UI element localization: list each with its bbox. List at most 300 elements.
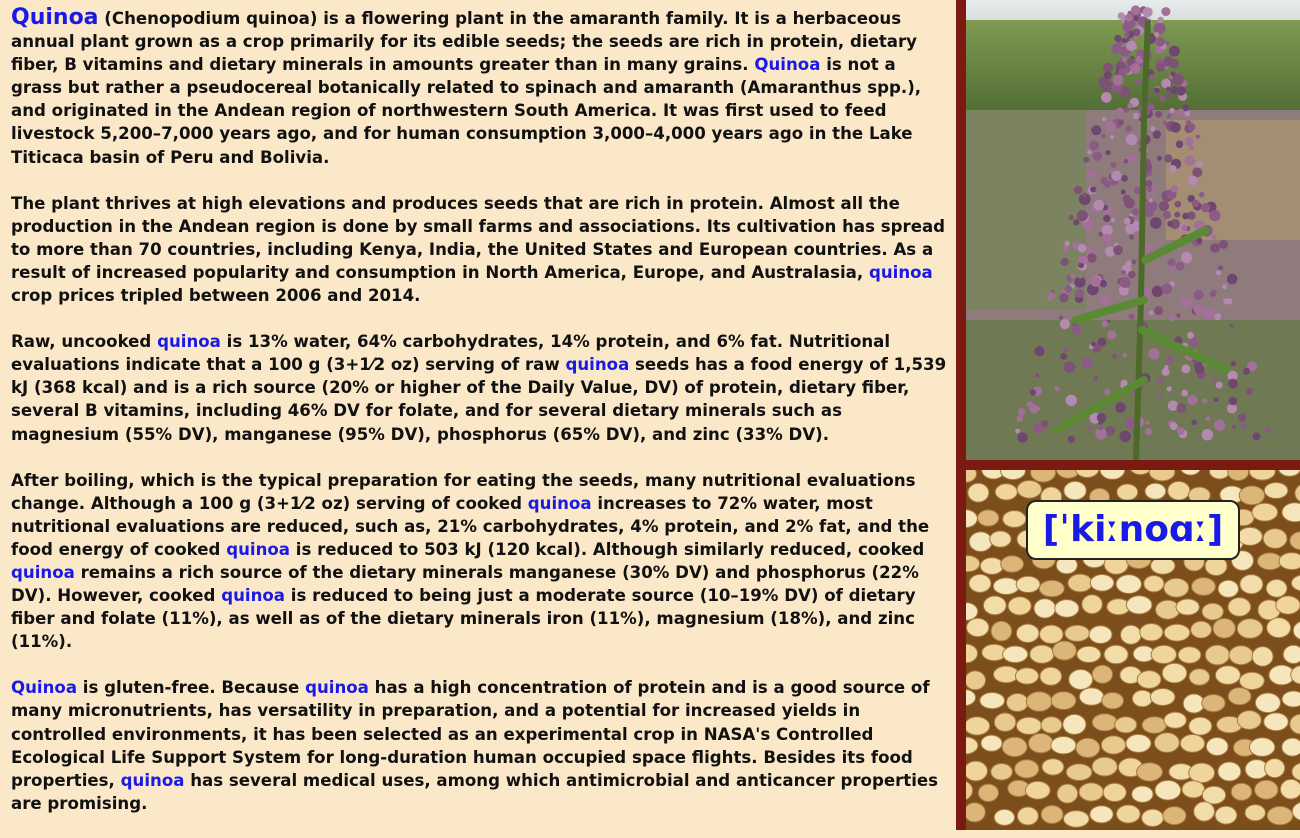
quinoa-seed [1066, 764, 1092, 781]
flower-cluster [1214, 397, 1219, 402]
quinoa-seed [1151, 645, 1176, 663]
paragraph-text: is 13% water, 64% carbohydrates, 14% protein, and 6% fat. Nutritional evaluations indicate that a 100 g (3+1⁄2 oz) serving of raw [11, 332, 891, 375]
flower-cluster [1238, 413, 1247, 422]
flower-cluster [1104, 71, 1112, 79]
quinoa-seed [991, 764, 1013, 781]
quinoa-seed [1245, 805, 1265, 821]
quinoa-seed [1016, 624, 1039, 642]
flower-cluster [1064, 362, 1075, 373]
quinoa-seed [1206, 738, 1228, 756]
flower-cluster [1035, 373, 1039, 377]
flower-cluster [1104, 389, 1110, 395]
quinoa-seed [1029, 734, 1054, 753]
quinoa-seed [993, 666, 1018, 683]
quinoa-seed [1003, 646, 1028, 663]
flower-cluster [1093, 376, 1098, 381]
quinoa-seed [1283, 645, 1300, 663]
quinoa-seed [1180, 735, 1204, 753]
quinoa-seed [978, 784, 998, 801]
quinoa-seed [1063, 714, 1086, 734]
flower-cluster [1118, 12, 1125, 19]
paragraph-1 [11, 6, 951, 169]
flower-cluster [1228, 379, 1238, 389]
flower-cluster [1105, 426, 1115, 436]
flower-cluster [1125, 125, 1132, 132]
flower-cluster [1211, 290, 1217, 296]
flower-cluster [1060, 353, 1067, 360]
quinoa-seed [1164, 578, 1189, 597]
quinoa-seed [1064, 481, 1086, 499]
quinoa-seed [1008, 597, 1031, 615]
flower-cluster [1127, 154, 1136, 163]
quinoa-seed [1126, 596, 1152, 614]
paragraph-text: is reduced to being just a moderate source (10–19% DV) of dietary fiber and folate (11%), as well as of the dietary minerals iron (11%), magnesium (18%), and zinc (11%). [11, 586, 916, 652]
flower-cluster [1196, 135, 1200, 139]
flower-cluster [1075, 289, 1084, 298]
quinoa-seed [1076, 738, 1100, 757]
quinoa-seed [978, 510, 999, 526]
flower-cluster [1206, 416, 1211, 421]
flower-cluster [1164, 154, 1172, 162]
flower-cluster [1157, 17, 1163, 23]
quinoa-seed [1155, 780, 1181, 800]
quinoa-seed [966, 717, 990, 735]
paragraph-text: is reduced to 503 kJ (120 kcal). Although similarly reduced, cooked [289, 539, 925, 559]
quinoa-seed [980, 693, 1005, 709]
flower-cluster [1055, 386, 1060, 391]
quinoa-seed [983, 596, 1006, 615]
quinoa-seed [990, 531, 1011, 547]
flower-cluster [1100, 295, 1110, 305]
highlighted-term: quinoa [226, 539, 290, 559]
quinoa-seed [1092, 714, 1117, 731]
quinoa-seed [1231, 783, 1252, 800]
quinoa-seed [1003, 511, 1026, 528]
paragraph-text: has a high concentration of protein and is a good source of many micronutrients, has versatility in preparation, and a potential for increased yields in controlled environments, it has been selected as an experimental crop in NASA's Controlled Ecological Life Support System for long-duration human occupied space flights. Besides its food properties, [11, 678, 930, 790]
flower-cluster [1098, 338, 1107, 347]
quinoa-seed [1042, 759, 1064, 775]
flower-cluster [1132, 208, 1139, 215]
flower-cluster [1102, 320, 1109, 327]
flower-cluster [1120, 277, 1131, 288]
quinoa-seed [1137, 763, 1163, 781]
flower-cluster [1184, 110, 1190, 116]
flower-cluster [1202, 429, 1213, 440]
flower-cluster [1187, 332, 1194, 339]
quinoa-seed [1150, 689, 1175, 706]
flower-cluster [1172, 74, 1184, 86]
quinoa-seed [1178, 647, 1201, 663]
flower-cluster [1077, 210, 1088, 221]
quinoa-seed [1237, 711, 1261, 730]
flower-cluster [1111, 218, 1116, 223]
flower-cluster [1059, 316, 1063, 320]
flower-cluster [1088, 169, 1096, 177]
flower-cluster [1087, 426, 1092, 431]
quinoa-seed [1007, 694, 1029, 712]
flower-cluster [1100, 177, 1107, 184]
flower-cluster [1229, 397, 1237, 405]
flower-cluster [1017, 415, 1024, 422]
flower-cluster [1124, 108, 1129, 113]
flower-cluster [1176, 86, 1186, 96]
flower-cluster [1089, 141, 1099, 151]
quinoa-seed [1115, 717, 1137, 733]
flower-cluster [1231, 361, 1236, 366]
flower-cluster [1145, 428, 1152, 435]
quinoa-seed [980, 558, 1003, 575]
flower-cluster [1181, 225, 1187, 231]
flower-cluster [1122, 57, 1127, 62]
quinoa-seed [1142, 717, 1166, 734]
flower-cluster [1165, 356, 1173, 364]
flower-cluster [1182, 213, 1189, 220]
quinoa-seed [1104, 645, 1128, 664]
flower-cluster [1150, 217, 1162, 229]
quinoa-seed [1053, 641, 1077, 660]
highlighted-term: Quinoa [11, 678, 78, 698]
quinoa-seed [1137, 671, 1161, 689]
flower-cluster [1232, 425, 1236, 429]
quinoa-seed [1255, 780, 1278, 799]
quinoa-seed [1015, 668, 1038, 684]
quinoa-seed [995, 484, 1017, 500]
flower-cluster [1167, 221, 1173, 227]
flower-cluster [1162, 284, 1173, 295]
flower-cluster [1150, 126, 1155, 131]
flower-cluster [1171, 185, 1178, 192]
quinoa-seed [1162, 663, 1187, 683]
flower-cluster [1097, 413, 1107, 423]
quinoa-seed [994, 713, 1016, 731]
quinoa-seed [1064, 811, 1090, 828]
paragraph-2 [11, 192, 951, 307]
flower-cluster [1155, 111, 1162, 118]
quinoa-seed [1132, 786, 1153, 802]
flower-cluster [1122, 22, 1133, 33]
quinoa-seed [1164, 624, 1190, 641]
flower-cluster [1162, 368, 1170, 376]
flower-cluster [1129, 314, 1135, 320]
quinoa-seed [981, 735, 1002, 751]
quinoa-seed [1282, 738, 1300, 756]
flower-cluster [1216, 382, 1223, 389]
flower-cluster [1192, 200, 1200, 208]
quinoa-seed [1176, 599, 1199, 615]
highlighted-term: Quinoa [754, 55, 821, 75]
quinoa-seed [1163, 807, 1186, 825]
quinoa-seed [1040, 667, 1062, 685]
quinoa-seed [1264, 713, 1289, 731]
flower-cluster [1181, 252, 1192, 263]
flower-cluster [1214, 420, 1225, 431]
flower-cluster [1041, 420, 1049, 428]
quinoa-seed [1145, 483, 1166, 499]
quinoa-seed [1116, 805, 1140, 823]
quinoa-seed [994, 809, 1014, 825]
flower-cluster [1149, 74, 1154, 79]
flower-cluster [1181, 390, 1188, 397]
flower-cluster [1060, 319, 1070, 329]
quinoa-seed [1240, 672, 1265, 689]
quinoa-seed [1065, 625, 1090, 641]
quinoa-seed [1041, 806, 1063, 824]
quinoa-seed [1041, 717, 1062, 733]
flower-cluster [1068, 215, 1073, 220]
flower-cluster [1101, 134, 1106, 139]
flower-cluster [1081, 357, 1093, 369]
quinoa-seed [1092, 757, 1117, 776]
flower-cluster [1154, 87, 1160, 93]
flower-cluster [1199, 192, 1204, 197]
highlighted-term: quinoa [221, 586, 285, 606]
paragraph-text: The plant thrives at high elevations and produces seeds that are rich in protein. Almost all the production in the Andean region is done by small farms and associations. Its cultivation has spread to more than 70 countries, including Kenya, India, the United States and European countries. As a result of increased popularity and consumption in North America, Europe, and Australasia, [11, 193, 946, 282]
quinoa-seed [1090, 575, 1114, 592]
flower-cluster [1121, 190, 1126, 195]
quinoa-seed [1079, 783, 1103, 801]
quinoa-seed [1026, 692, 1052, 712]
flower-cluster [1166, 92, 1172, 98]
flower-cluster [1167, 386, 1172, 391]
flower-cluster [1168, 401, 1178, 411]
flower-cluster [1243, 368, 1250, 375]
flower-cluster [1194, 290, 1204, 300]
quinoa-seed [1267, 618, 1291, 638]
quinoa-seed [1264, 483, 1288, 499]
flower-cluster [1156, 63, 1165, 72]
flower-cluster [1168, 258, 1176, 266]
paragraph-3 [11, 330, 951, 445]
highlighted-term: quinoa [11, 562, 75, 582]
flower-cluster [1035, 346, 1045, 356]
flower-cluster [1110, 135, 1114, 139]
flower-cluster [1065, 285, 1073, 293]
quinoa-seed [1282, 691, 1300, 707]
paragraph-text: seeds has a food energy of 1,539 kJ (368 kcal) and is a rich source (20% or higher of the Daily Value, DV) of protein, dietary fiber, several B vitamins, including 46% DV for folate, and for several dietary minerals such as magnesium (55% DV), manganese (95% DV), phosphorus (65% DV), and zinc (33% DV). [11, 355, 947, 444]
flower-cluster [1185, 137, 1194, 146]
flower-cluster [1128, 271, 1136, 279]
flower-cluster [1169, 165, 1176, 172]
quinoa-seed [1144, 576, 1164, 592]
flower-cluster [1119, 431, 1131, 443]
quinoa-seed [1228, 598, 1251, 617]
flower-cluster [1166, 87, 1170, 91]
flower-cluster [1063, 347, 1068, 352]
flower-cluster [1070, 274, 1075, 279]
flower-cluster [1229, 323, 1233, 327]
flower-cluster [1182, 104, 1189, 111]
flower-cluster [1093, 200, 1104, 211]
flower-cluster [1161, 79, 1171, 89]
quinoa-seed [969, 532, 992, 552]
quinoa-seed [966, 803, 985, 822]
quinoa-seed [1276, 596, 1300, 614]
flower-cluster [1111, 171, 1122, 182]
flower-cluster [1253, 433, 1261, 441]
flower-cluster [1202, 398, 1207, 403]
flower-cluster [1219, 240, 1228, 249]
flower-cluster [1160, 96, 1166, 102]
flower-cluster [1146, 421, 1150, 425]
quinoa-seed [1164, 712, 1186, 728]
quinoa-seed [1205, 645, 1229, 665]
flower-cluster [1047, 292, 1055, 300]
flower-cluster [1185, 156, 1195, 166]
flower-cluster [1148, 348, 1159, 359]
article-text [11, 6, 951, 838]
flower-cluster [1174, 212, 1180, 218]
quinoa-seed [1263, 529, 1287, 549]
quinoa-seed [1252, 503, 1278, 521]
flower-cluster [1125, 14, 1133, 22]
quinoa-seed [1218, 580, 1238, 597]
frame-divider-vertical [956, 0, 966, 830]
flower-cluster [1123, 353, 1128, 358]
quinoa-seed [1267, 806, 1293, 824]
quinoa-seed [1002, 737, 1027, 756]
quinoa-seed [1202, 603, 1223, 620]
flower-cluster [1177, 427, 1185, 435]
flower-cluster [1111, 162, 1117, 168]
quinoa-seed [966, 671, 986, 690]
flower-cluster [1078, 256, 1085, 263]
flower-cluster [1188, 176, 1198, 186]
flower-cluster [1130, 63, 1140, 73]
flower-cluster [1163, 211, 1171, 219]
quinoa-seed [1017, 481, 1041, 499]
flower-cluster [1059, 293, 1068, 302]
quinoa-seed [1069, 670, 1093, 690]
flower-cluster [1091, 342, 1096, 347]
flower-cluster [1063, 245, 1070, 252]
flower-cluster [1181, 364, 1190, 373]
flower-cluster [1193, 304, 1204, 315]
paragraph-text: crop prices tripled between 2006 and 2014. [11, 286, 421, 306]
quinoa-seed [1132, 690, 1152, 707]
paragraph-text: has several medical uses, among which antimicrobial and anticancer properties are promising. [11, 770, 939, 813]
flower-cluster [1146, 180, 1153, 187]
quinoa-seed [1082, 595, 1103, 614]
flower-cluster [1093, 152, 1102, 161]
flower-cluster [1153, 130, 1161, 138]
paragraph-text: (Chenopodium quinoa) is a flowering plant in the amaranth family. It is a herbaceous annual plant grown as a crop primarily for its edible seeds; the seeds are rich in protein, dietary fiber, B vitamins and dietary minerals in amounts greater than in many grains. [11, 9, 917, 75]
flower-cluster [1158, 392, 1163, 397]
quinoa-seed [1215, 806, 1237, 824]
flower-cluster [1090, 186, 1096, 192]
quinoa-seed [1017, 807, 1038, 825]
flower-cluster [1196, 161, 1203, 168]
highlighted-term: Quinoa [11, 5, 99, 30]
flower-cluster [1015, 429, 1020, 434]
flower-cluster [1065, 241, 1070, 246]
flower-cluster [1191, 419, 1197, 425]
flower-cluster [1177, 403, 1187, 413]
flower-cluster [1124, 218, 1131, 225]
flower-cluster [1106, 150, 1111, 155]
flower-cluster [1072, 325, 1082, 335]
flower-cluster [1061, 258, 1069, 266]
quinoa-seed [1016, 576, 1040, 592]
highlighted-term: quinoa [157, 332, 221, 352]
quinoa-seed [993, 578, 1019, 595]
quinoa-seed [1092, 665, 1112, 683]
flower-cluster [1149, 198, 1153, 202]
quinoa-seed [1121, 625, 1142, 644]
quinoa-seed [1101, 736, 1125, 754]
quinoa-seed [1102, 693, 1124, 709]
flower-cluster [1116, 107, 1123, 114]
flower-cluster [1114, 35, 1121, 42]
quinoa-seed [1182, 781, 1205, 798]
flower-cluster [1169, 108, 1174, 113]
flower-cluster [1126, 41, 1136, 51]
flower-cluster [1087, 150, 1091, 154]
flower-cluster [1030, 389, 1036, 395]
flower-cluster [1113, 245, 1123, 255]
flower-cluster [1127, 103, 1133, 109]
quinoa-seed [1237, 619, 1263, 639]
flower-cluster [1147, 186, 1153, 192]
flower-cluster [1241, 423, 1247, 429]
paragraph-5 [11, 676, 951, 815]
quinoa-seed [1189, 763, 1215, 783]
flower-cluster [1107, 330, 1116, 339]
quinoa-seed [1001, 556, 1024, 572]
quinoa-seed [1218, 762, 1241, 781]
flower-cluster [1226, 298, 1232, 304]
flower-cluster [1187, 395, 1197, 405]
flower-cluster [1210, 243, 1220, 253]
flower-cluster [1145, 208, 1154, 217]
flower-cluster [1068, 436, 1075, 443]
flower-cluster [1121, 175, 1128, 182]
flower-cluster [1169, 315, 1175, 321]
flower-cluster [1176, 262, 1185, 271]
flower-cluster [1216, 270, 1221, 275]
flower-cluster [1154, 306, 1163, 315]
flower-cluster [1103, 63, 1113, 73]
flower-cluster [1098, 426, 1102, 430]
quinoa-seed [1202, 786, 1225, 804]
quinoa-seed [1090, 806, 1113, 823]
flower-cluster [1156, 37, 1165, 46]
flower-cluster [1246, 388, 1253, 395]
quinoa-seed [1030, 645, 1054, 663]
flower-cluster [1154, 32, 1159, 37]
flower-cluster [1078, 274, 1082, 278]
flower-cluster [1189, 145, 1195, 151]
flower-cluster [1082, 193, 1087, 198]
quinoa-seed [1255, 693, 1280, 713]
flower-cluster [1264, 427, 1270, 433]
quinoa-seed [1025, 781, 1050, 799]
quinoa-seed [1240, 575, 1263, 594]
flower-cluster [1175, 201, 1182, 208]
quinoa-seed [1103, 783, 1126, 801]
flower-cluster [1131, 5, 1141, 15]
paragraph-text: increases to 72% water, most nutritional evaluations are reduced, such as, 21% carbohydrates, 4% protein, and 2% fat, and the food energy of cooked [11, 493, 930, 559]
quinoa-seed [1194, 802, 1215, 821]
flower-cluster [1195, 365, 1204, 374]
quinoa-seed [1051, 692, 1076, 710]
flower-cluster [1118, 120, 1124, 126]
flower-cluster [1129, 235, 1134, 240]
flower-cluster [1176, 141, 1184, 149]
flower-cluster [1212, 235, 1217, 240]
flower-cluster [1171, 122, 1181, 132]
flower-cluster [1161, 7, 1170, 16]
flower-cluster [1170, 268, 1175, 273]
